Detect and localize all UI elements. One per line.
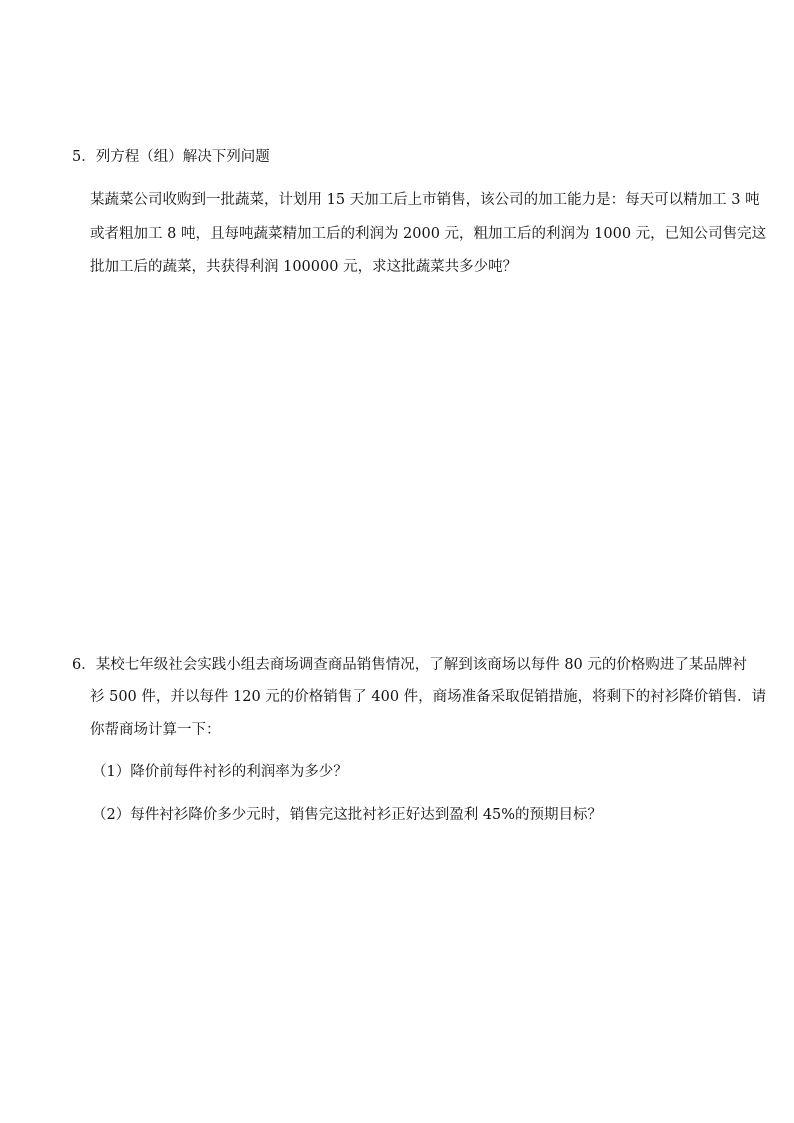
question-6-sub-1: （1）降价前每件衬衫的利润率为多少？ <box>92 764 348 780</box>
question-5-line-2: 或者粗加工 8 吨，且每吨蔬菜精加工后的利润为 2000 元，粗加工后的利润为 1000 元，已知公司售完这 <box>90 226 767 242</box>
question-5-line-1: 某蔬菜公司收购到一批蔬菜，计划用 15 天加工后上市销售，该公司的加工能力是：每天可以精加工 3 吨 <box>90 192 760 208</box>
question-6-sub-2: （2）每件衬衫降价多少元时，销售完这批衬衫正好达到盈利 45%的预期目标？ <box>92 807 603 823</box>
question-6-line-2: 你帮商场计算一下： <box>90 722 221 738</box>
question-6-heading: 6．某校七年级社会实践小组去商场调查商品销售情况，了解到该商场以每件 80 元的价格购进了某品牌衬 <box>72 657 747 673</box>
question-5-line-3: 批加工后的蔬菜，共获得利润 100000 元，求这批蔬菜共多少吨？ <box>90 259 518 275</box>
question-5-heading: 5．列方程（组）解决下列问题 <box>72 149 270 165</box>
question-6-line-1: 衫 500 件，并以每件 120 元的价格销售了 400 件，商场准备采取促销措施，将剩下的衬衫降价销售．请 <box>90 689 767 705</box>
